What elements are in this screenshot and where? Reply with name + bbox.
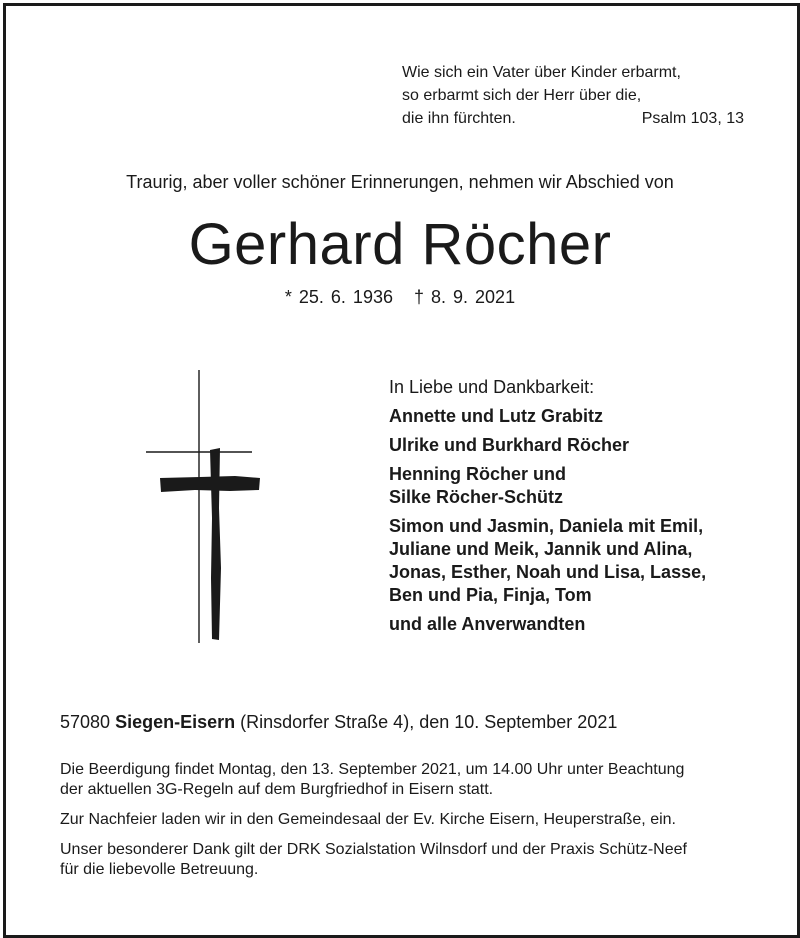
mourners-lead: In Liebe und Dankbarkeit: [389,377,595,397]
deceased-name: Gerhard Röcher [188,212,612,277]
mourner-line: Ulrike und Burkhard Röcher [389,435,630,455]
mourner-group [389,434,779,457]
funeral-info [60,750,750,890]
address-rest: (Rinsdorfer Straße 4), den 10. September 2021 [240,712,618,732]
mourner-group [389,515,779,607]
mourner-line: Simon und Jasmin, Daniela mit Emil, [389,516,704,536]
address-line [60,712,617,733]
mourner-line: Ben und Pia, Finja, Tom [389,585,592,605]
mourner-line: Henning Röcher und [389,464,566,484]
mourner-line: Silke Röcher-Schütz [389,487,564,507]
birth-date: * 25. 6. 1936 [284,287,393,307]
intro-text: Traurig, aber voller schöner Erinnerungen, nehmen wir Abschied von [126,172,674,192]
mourners-list [389,376,779,642]
psalm-line: die ihn fürchten. [402,110,516,127]
mourner-line: Annette und Lutz Grabitz [389,406,603,426]
mourner-line: Jonas, Esther, Noah und Lisa, Lasse, [389,562,707,582]
info-line: für die liebevolle Betreuung. [60,861,259,878]
death-date: † 8. 9. 2021 [414,287,516,307]
psalm-line: so erbarmt sich der Herr über die, [402,87,642,104]
info-line: Unser besonderer Dank gilt der DRK Sozialstation Wilnsdorf und der Praxis Schütz-Neef [60,841,687,858]
mourner-line: und alle Anverwandten [389,614,586,634]
info-line: Die Beerdigung findet Montag, den 13. September 2021, um 14.00 Uhr unter Beachtung [60,761,685,778]
mourner-group [389,613,779,636]
mourner-group [389,405,779,428]
psalm-reference: Psalm 103, 13 [641,110,744,127]
life-dates [0,287,800,308]
mourner-group [389,463,779,509]
info-line: der aktuellen 3G-Regeln auf dem Burgfriedhof in Eisern statt. [60,781,494,798]
address-place: Siegen-Eisern [115,712,236,732]
psalm-line: Wie sich ein Vater über Kinder erbarmt, [402,64,681,81]
psalm-last-line [402,107,744,130]
address-zip: 57080 [60,712,111,732]
info-line: Zur Nachfeier laden wir in den Gemeindesaal der Ev. Kirche Eisern, Heuperstraße, ein. [60,811,676,828]
cross-icon [140,368,270,648]
psalm-quote [402,61,744,130]
mourner-line: Juliane und Meik, Jannik und Alina, [389,539,693,559]
